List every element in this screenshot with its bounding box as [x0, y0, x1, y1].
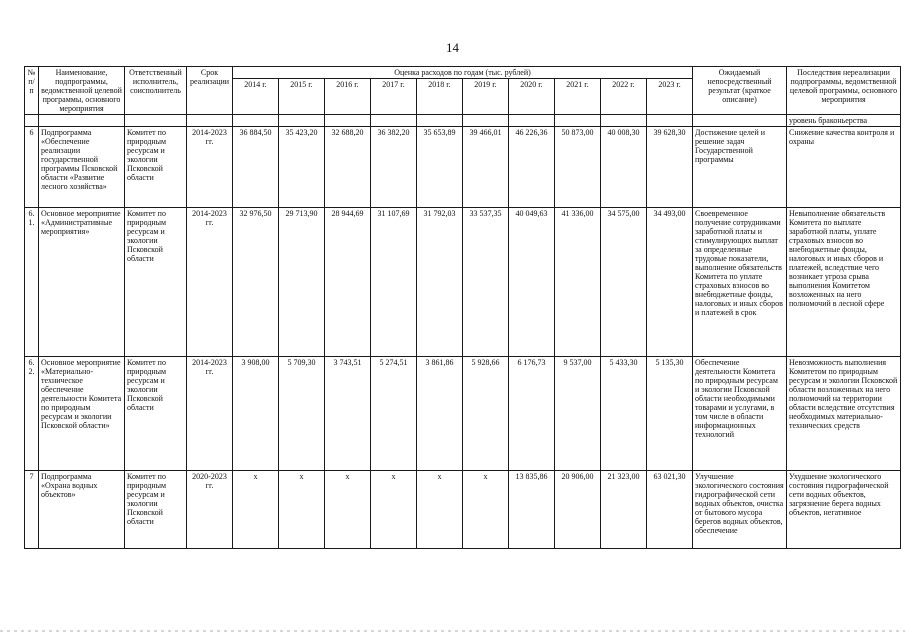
row-value: х	[325, 471, 371, 549]
row-responsible: Комитет по природным ресурсам и экологии Псковской области	[125, 208, 187, 357]
row-value: 3 861,86	[417, 357, 463, 471]
header-term: Срок реализации	[187, 67, 233, 115]
row-num: 7	[25, 471, 39, 549]
continuation-text: уровень браконьерства	[787, 115, 901, 127]
row-num: 6.2.	[25, 357, 39, 471]
row-responsible: Комитет по природным ресурсам и экологии Псковской области	[125, 127, 187, 208]
row-consequences: Снижение качества контроля и охраны	[787, 127, 901, 208]
row-value: 35 653,89	[417, 127, 463, 208]
header-year: 2015 г.	[279, 79, 325, 115]
row-value: 50 873,00	[555, 127, 601, 208]
row-value: 28 944,69	[325, 208, 371, 357]
table-row	[25, 208, 901, 357]
row-value: х	[233, 471, 279, 549]
table-row-continuation	[25, 115, 901, 127]
row-value: 5 433,30	[601, 357, 647, 471]
row-responsible: Комитет по природным ресурсам и экологии Псковской области	[125, 471, 187, 549]
row-result: Обеспечение деятельности Комитета по природным ресурсам и экологии Псковской области необходимыми товарами и услугами, в том числе в области информационных технологий	[693, 357, 787, 471]
row-value: 5 135,30	[647, 357, 693, 471]
header-responsible: Ответственный исполнитель, соисполнитель	[125, 67, 187, 115]
row-term: 2014-2023 гг.	[187, 127, 233, 208]
row-value: х	[279, 471, 325, 549]
row-value: 31 792,03	[417, 208, 463, 357]
row-name: Основное мероприятие «Административные мероприятия»	[39, 208, 125, 357]
row-value: 20 906,00	[555, 471, 601, 549]
row-name: Основное мероприятие «Материально-техническое обеспечение деятельности Комитета по природным ресурсам и экологии Псковской области»	[39, 357, 125, 471]
row-value: 35 423,20	[279, 127, 325, 208]
row-value: 32 688,20	[325, 127, 371, 208]
row-value: 5 928,66	[463, 357, 509, 471]
row-result: Своевременное получение сотрудниками заработной платы и стимулирующих выплат за определенные трудовые показатели, выполнение обязательств Комитета по уплате страховых взносов во внебюджетные фонды, налоговых и иных сборов и платежей в срок	[693, 208, 787, 357]
header-year: 2014 г.	[233, 79, 279, 115]
header-year: 2017 г.	[371, 79, 417, 115]
header-year: 2019 г.	[463, 79, 509, 115]
row-result: Улучшение экологического состояния гидрографической сети водных объектов, очистка от бытового мусора берегов водных объектов, обеспечение	[693, 471, 787, 549]
header-year: 2016 г.	[325, 79, 371, 115]
page-number: 14	[446, 40, 459, 55]
row-value: 39 628,30	[647, 127, 693, 208]
row-value: х	[417, 471, 463, 549]
row-value: 39 466,01	[463, 127, 509, 208]
row-value: 40 008,30	[601, 127, 647, 208]
row-term: 2014-2023 гг.	[187, 208, 233, 357]
table-row	[25, 357, 901, 471]
header-name: Наименование, подпрограммы, ведомственной целевой программы, основного мероприятия	[39, 67, 125, 115]
row-consequences: Невозможность выполнения Комитетом по природным ресурсам и экологии Псковской области возложенных на него полномочий на территории области вследствие отсутствия необходимых материально-технических средств	[787, 357, 901, 471]
row-name: Подпрограмма «Обеспечение реализации государственной программы Псковской области «Развитие лесного хозяйства»	[39, 127, 125, 208]
row-value: 29 713,90	[279, 208, 325, 357]
row-name: Подпрограмма «Охрана водных объектов»	[39, 471, 125, 549]
header-num: № п/п	[25, 67, 39, 115]
row-value: 46 226,36	[509, 127, 555, 208]
row-value: х	[463, 471, 509, 549]
scan-edge-noise	[0, 630, 905, 632]
row-value: 34 493,00	[647, 208, 693, 357]
header-year: 2018 г.	[417, 79, 463, 115]
row-value: 9 537,00	[555, 357, 601, 471]
row-value: 34 575,00	[601, 208, 647, 357]
row-value: 40 049,63	[509, 208, 555, 357]
row-value: 13 835,86	[509, 471, 555, 549]
row-value: 36 382,20	[371, 127, 417, 208]
row-consequences: Невыполнение обязательств Комитета по выплате заработной платы, уплате страховых взносов во внебюджетные фонды, налоговых и иных сборов и платежей, вследствие чего возникает угроза срыва выполнения Комитетом возложенных на него полномочий в лесной сфере	[787, 208, 901, 357]
row-value: 41 336,00	[555, 208, 601, 357]
table-row	[25, 471, 901, 549]
header-year: 2023 г.	[647, 79, 693, 115]
row-value: 21 323,00	[601, 471, 647, 549]
table-row	[25, 127, 901, 208]
row-value: 33 537,35	[463, 208, 509, 357]
row-consequences: Ухудшение экологического состояния гидрографической сети водных объектов, загрязнение берега водных объектов, негативное	[787, 471, 901, 549]
row-value: 32 976,50	[233, 208, 279, 357]
row-value: 5 709,30	[279, 357, 325, 471]
row-term: 2014-2023 гг.	[187, 357, 233, 471]
budget-table	[24, 66, 901, 549]
row-value: 3 908,00	[233, 357, 279, 471]
row-value: 3 743,51	[325, 357, 371, 471]
row-value: 63 021,30	[647, 471, 693, 549]
header-year: 2020 г.	[509, 79, 555, 115]
row-value: х	[371, 471, 417, 549]
row-term: 2020-2023 гг.	[187, 471, 233, 549]
row-num: 6	[25, 127, 39, 208]
header-year: 2021 г.	[555, 79, 601, 115]
row-value: 5 274,51	[371, 357, 417, 471]
header-expenses: Оценка расходов по годам (тыс. рублей)	[233, 67, 693, 79]
row-result: Достижение целей и решение задач Государственной программы	[693, 127, 787, 208]
row-value: 36 884,50	[233, 127, 279, 208]
row-num: 6.1.	[25, 208, 39, 357]
header-year: 2022 г.	[601, 79, 647, 115]
row-value: 6 176,73	[509, 357, 555, 471]
header-result: Ожидаемый непосредственный результат (краткое описание)	[693, 67, 787, 115]
row-responsible: Комитет по природным ресурсам и экологии Псковской области	[125, 357, 187, 471]
header-consequences: Последствия нереализации подпрограммы, ведомственной целевой программы, основного мероприятия	[787, 67, 901, 115]
row-value: 31 107,69	[371, 208, 417, 357]
